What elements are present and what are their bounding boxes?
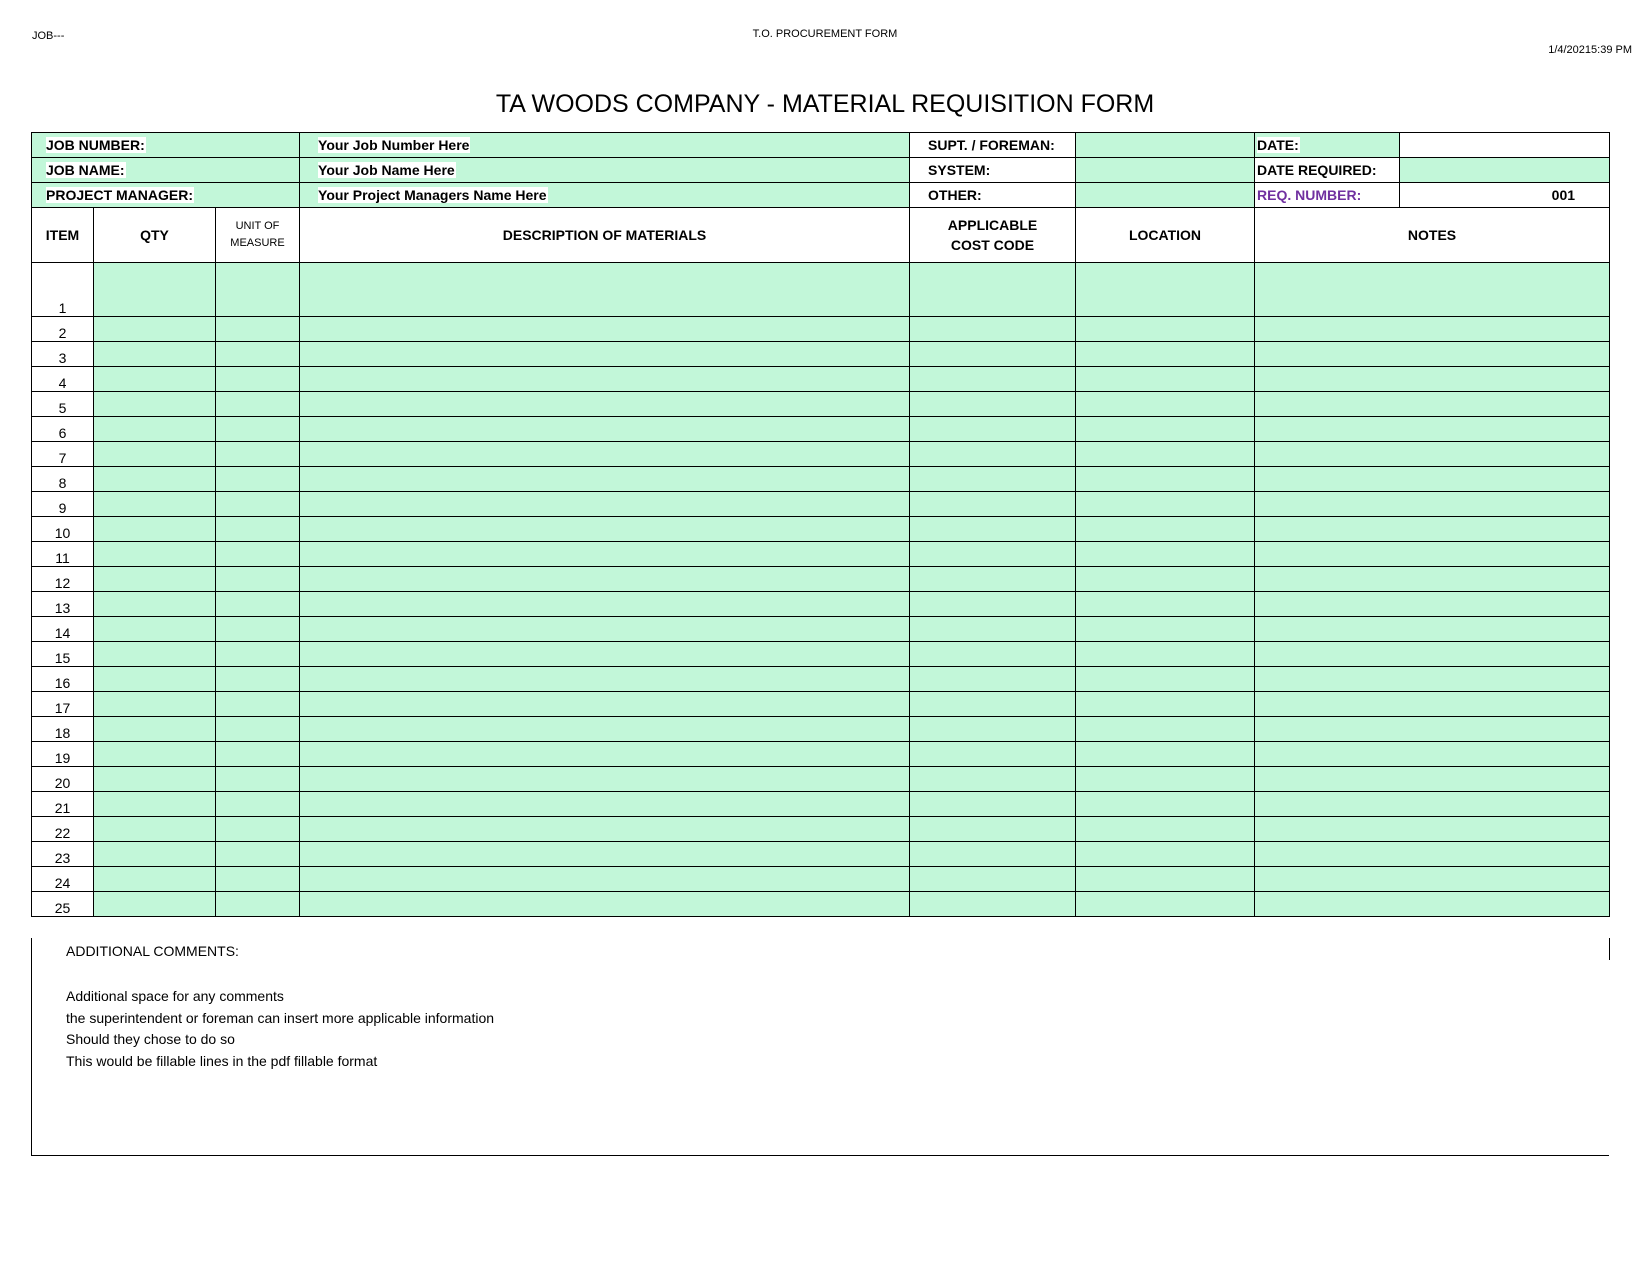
item-row: [32, 692, 1610, 717]
header-timestamp: 1/4/20215:39 PM: [1548, 44, 1632, 56]
uom-cell[interactable]: [216, 617, 300, 642]
description-cell[interactable]: [300, 542, 910, 567]
description-cell[interactable]: [300, 417, 910, 442]
cost-code-cell[interactable]: [910, 567, 1076, 592]
location-cell[interactable]: [1076, 617, 1255, 642]
item-row: [32, 417, 1610, 442]
location-cell[interactable]: [1076, 517, 1255, 542]
comment-line: Additional space for any comments: [66, 988, 284, 1004]
comment-line: Should they chose to do so: [66, 1031, 235, 1047]
col-cost-line2: COST CODE: [950, 237, 1035, 253]
location-cell[interactable]: [1076, 263, 1255, 317]
location-cell[interactable]: [1076, 342, 1255, 367]
item-row: [32, 867, 1610, 892]
cost-code-cell[interactable]: [910, 263, 1076, 317]
item-number: 20: [32, 767, 94, 792]
location-cell[interactable]: [1076, 542, 1255, 567]
location-cell[interactable]: [1076, 567, 1255, 592]
date-required-label: DATE REQUIRED:: [1255, 158, 1400, 183]
item-row: [32, 717, 1610, 742]
description-cell[interactable]: [300, 642, 910, 667]
item-number: 15: [32, 642, 94, 667]
notes-cell[interactable]: [1255, 742, 1610, 767]
description-cell[interactable]: [300, 517, 910, 542]
item-row: [32, 567, 1610, 592]
uom-cell[interactable]: [216, 317, 300, 342]
col-notes-header: NOTES: [1255, 208, 1610, 263]
item-number: 14: [32, 617, 94, 642]
req-number-field[interactable]: 001: [1400, 183, 1610, 208]
description-cell[interactable]: [300, 567, 910, 592]
info-row-job-number: [32, 133, 1610, 158]
qty-cell[interactable]: [94, 342, 216, 367]
item-number: 4: [32, 367, 94, 392]
qty-cell[interactable]: [94, 317, 216, 342]
item-row: [32, 817, 1610, 842]
location-cell[interactable]: [1076, 767, 1255, 792]
description-cell[interactable]: [300, 492, 910, 517]
item-number: 6: [32, 417, 94, 442]
job-name-label: JOB NAME:: [46, 162, 125, 178]
cost-code-cell[interactable]: [910, 417, 1076, 442]
uom-cell[interactable]: [216, 467, 300, 492]
uom-cell[interactable]: [216, 367, 300, 392]
description-cell[interactable]: [300, 742, 910, 767]
item-number: 2: [32, 317, 94, 342]
qty-cell[interactable]: [94, 817, 216, 842]
location-cell[interactable]: [1076, 317, 1255, 342]
notes-cell[interactable]: [1255, 817, 1610, 842]
cost-code-cell[interactable]: [910, 842, 1076, 867]
qty-cell[interactable]: [94, 442, 216, 467]
uom-cell[interactable]: [216, 767, 300, 792]
item-number: 22: [32, 817, 94, 842]
cost-code-cell[interactable]: [910, 342, 1076, 367]
item-number: 23: [32, 842, 94, 867]
uom-cell[interactable]: [216, 667, 300, 692]
notes-cell[interactable]: [1255, 442, 1610, 467]
item-row: [32, 263, 1610, 317]
uom-cell[interactable]: [216, 692, 300, 717]
comments-right-border: [1609, 938, 1610, 960]
notes-cell[interactable]: [1255, 542, 1610, 567]
qty-cell[interactable]: [94, 367, 216, 392]
notes-cell[interactable]: [1255, 642, 1610, 667]
col-location-header: LOCATION: [1076, 208, 1255, 263]
uom-cell[interactable]: [216, 392, 300, 417]
description-cell[interactable]: [300, 842, 910, 867]
notes-cell[interactable]: [1255, 392, 1610, 417]
notes-cell[interactable]: [1255, 792, 1610, 817]
description-cell[interactable]: [300, 367, 910, 392]
supt-foreman-field[interactable]: [1076, 133, 1255, 158]
item-row: [32, 517, 1610, 542]
col-uom-header: [216, 208, 300, 263]
other-label: OTHER:: [910, 183, 1076, 208]
qty-cell[interactable]: [94, 642, 216, 667]
item-row: [32, 317, 1610, 342]
cost-code-cell[interactable]: [910, 667, 1076, 692]
info-row-project-manager: [32, 183, 1610, 208]
location-cell[interactable]: [1076, 417, 1255, 442]
item-number: 9: [32, 492, 94, 517]
location-cell[interactable]: [1076, 892, 1255, 917]
description-cell[interactable]: [300, 592, 910, 617]
date-required-field[interactable]: [1400, 158, 1610, 183]
qty-cell[interactable]: [94, 492, 216, 517]
notes-cell[interactable]: [1255, 492, 1610, 517]
location-cell[interactable]: [1076, 467, 1255, 492]
qty-cell[interactable]: [94, 567, 216, 592]
description-cell[interactable]: [300, 392, 910, 417]
location-cell[interactable]: [1076, 817, 1255, 842]
uom-cell[interactable]: [216, 263, 300, 317]
qty-cell[interactable]: [94, 692, 216, 717]
item-number: 5: [32, 392, 94, 417]
qty-cell[interactable]: [94, 742, 216, 767]
notes-cell[interactable]: [1255, 717, 1610, 742]
item-row: [32, 467, 1610, 492]
info-row-job-name: [32, 158, 1610, 183]
location-cell[interactable]: [1076, 792, 1255, 817]
item-row: [32, 442, 1610, 467]
item-number: 17: [32, 692, 94, 717]
location-cell[interactable]: [1076, 442, 1255, 467]
description-cell[interactable]: [300, 667, 910, 692]
description-cell[interactable]: [300, 263, 910, 317]
location-cell[interactable]: [1076, 867, 1255, 892]
item-number: 11: [32, 542, 94, 567]
cost-code-cell[interactable]: [910, 792, 1076, 817]
job-number-label: JOB NUMBER:: [46, 137, 145, 153]
col-uom-line1: UNIT OF: [235, 220, 280, 232]
qty-cell[interactable]: [94, 667, 216, 692]
item-number: 21: [32, 792, 94, 817]
item-number: 8: [32, 467, 94, 492]
description-cell[interactable]: [300, 717, 910, 742]
cost-code-cell[interactable]: [910, 392, 1076, 417]
cost-code-cell[interactable]: [910, 542, 1076, 567]
project-manager-label: PROJECT MANAGER:: [46, 187, 194, 203]
location-cell[interactable]: [1076, 642, 1255, 667]
location-cell[interactable]: [1076, 717, 1255, 742]
location-cell[interactable]: [1076, 592, 1255, 617]
item-number: 24: [32, 867, 94, 892]
qty-cell[interactable]: [94, 467, 216, 492]
uom-cell[interactable]: [216, 592, 300, 617]
qty-cell[interactable]: [94, 792, 216, 817]
job-name-field[interactable]: Your Job Name Here: [318, 162, 455, 178]
notes-cell[interactable]: [1255, 367, 1610, 392]
notes-cell[interactable]: [1255, 842, 1610, 867]
cost-code-cell[interactable]: [910, 467, 1076, 492]
uom-cell[interactable]: [216, 342, 300, 367]
qty-cell[interactable]: [94, 842, 216, 867]
item-row: [32, 767, 1610, 792]
item-row: [32, 742, 1610, 767]
cost-code-cell[interactable]: [910, 717, 1076, 742]
column-header-row: [32, 208, 1610, 263]
uom-cell[interactable]: [216, 492, 300, 517]
uom-cell[interactable]: [216, 417, 300, 442]
requisition-table: [31, 132, 1610, 917]
description-cell[interactable]: [300, 442, 910, 467]
notes-cell[interactable]: [1255, 692, 1610, 717]
description-cell[interactable]: [300, 892, 910, 917]
cost-code-cell[interactable]: [910, 592, 1076, 617]
item-row: [32, 592, 1610, 617]
notes-cell[interactable]: [1255, 342, 1610, 367]
cost-code-cell[interactable]: [910, 517, 1076, 542]
notes-cell[interactable]: [1255, 417, 1610, 442]
uom-cell[interactable]: [216, 717, 300, 742]
header-form-name: T.O. PROCUREMENT FORM: [752, 28, 898, 40]
qty-cell[interactable]: [94, 617, 216, 642]
item-number: 18: [32, 717, 94, 742]
location-cell[interactable]: [1076, 667, 1255, 692]
comment-line: This would be fillable lines in the pdf fillable format: [66, 1052, 378, 1069]
comments-text: [66, 986, 494, 1072]
location-cell[interactable]: [1076, 392, 1255, 417]
uom-cell[interactable]: [216, 517, 300, 542]
description-cell[interactable]: [300, 317, 910, 342]
item-row: [32, 642, 1610, 667]
cost-code-cell[interactable]: [910, 767, 1076, 792]
qty-cell[interactable]: [94, 717, 216, 742]
notes-cell[interactable]: [1255, 317, 1610, 342]
description-cell[interactable]: [300, 617, 910, 642]
location-cell[interactable]: [1076, 492, 1255, 517]
cost-code-cell[interactable]: [910, 442, 1076, 467]
additional-comments-box[interactable]: [31, 938, 1609, 1156]
item-row: [32, 842, 1610, 867]
col-qty-header: QTY: [94, 208, 216, 263]
location-cell[interactable]: [1076, 367, 1255, 392]
comment-line: the superintendent or foreman can insert more applicable information: [66, 1009, 495, 1026]
col-cost-line1: APPLICABLE: [947, 217, 1038, 233]
cost-code-cell[interactable]: [910, 742, 1076, 767]
cost-code-cell[interactable]: [910, 367, 1076, 392]
uom-cell[interactable]: [216, 742, 300, 767]
supt-foreman-label: SUPT. / FOREMAN:: [910, 133, 1076, 158]
item-number: 3: [32, 342, 94, 367]
uom-cell[interactable]: [216, 892, 300, 917]
qty-cell[interactable]: [94, 392, 216, 417]
project-manager-field[interactable]: Your Project Managers Name Here: [318, 187, 547, 203]
item-number: 7: [32, 442, 94, 467]
notes-cell[interactable]: [1255, 617, 1610, 642]
qty-cell[interactable]: [94, 542, 216, 567]
description-cell[interactable]: [300, 817, 910, 842]
cost-code-cell[interactable]: [910, 892, 1076, 917]
item-row: [32, 342, 1610, 367]
uom-cell[interactable]: [216, 792, 300, 817]
cost-code-cell[interactable]: [910, 492, 1076, 517]
item-number: 25: [32, 892, 94, 917]
cost-code-cell[interactable]: [910, 642, 1076, 667]
cost-code-cell[interactable]: [910, 817, 1076, 842]
location-cell[interactable]: [1076, 742, 1255, 767]
uom-cell[interactable]: [216, 567, 300, 592]
req-number-label: REQ. NUMBER:: [1255, 183, 1400, 208]
description-cell[interactable]: [300, 767, 910, 792]
notes-cell[interactable]: [1255, 592, 1610, 617]
item-row: [32, 542, 1610, 567]
uom-cell[interactable]: [216, 542, 300, 567]
uom-cell[interactable]: [216, 442, 300, 467]
notes-cell[interactable]: [1255, 567, 1610, 592]
page-title: TA WOODS COMPANY - MATERIAL REQUISITION FORM: [495, 90, 1155, 118]
item-row: [32, 892, 1610, 917]
job-number-field[interactable]: Your Job Number Here: [318, 137, 470, 153]
item-row: [32, 667, 1610, 692]
notes-cell[interactable]: [1255, 263, 1610, 317]
item-row: [32, 617, 1610, 642]
location-cell[interactable]: [1076, 842, 1255, 867]
col-uom-line2: MEASURE: [230, 237, 285, 249]
cost-code-cell[interactable]: [910, 867, 1076, 892]
description-cell[interactable]: [300, 692, 910, 717]
qty-cell[interactable]: [94, 767, 216, 792]
item-row: [32, 392, 1610, 417]
qty-cell[interactable]: [94, 892, 216, 917]
system-label: SYSTEM:: [910, 158, 1076, 183]
description-cell[interactable]: [300, 792, 910, 817]
item-row: [32, 792, 1610, 817]
uom-cell[interactable]: [216, 817, 300, 842]
item-row: [32, 492, 1610, 517]
other-field[interactable]: [1076, 183, 1255, 208]
cost-code-cell[interactable]: [910, 692, 1076, 717]
date-label: DATE:: [1257, 137, 1299, 153]
header-job-code: JOB---: [32, 30, 65, 42]
item-number: 12: [32, 567, 94, 592]
cost-code-cell[interactable]: [910, 617, 1076, 642]
comments-label: ADDITIONAL COMMENTS:: [66, 943, 239, 959]
uom-cell[interactable]: [216, 842, 300, 867]
col-cost-code-header: [910, 208, 1076, 263]
qty-cell[interactable]: [94, 867, 216, 892]
col-description-header: DESCRIPTION OF MATERIALS: [300, 208, 910, 263]
notes-cell[interactable]: [1255, 467, 1610, 492]
item-row: [32, 367, 1610, 392]
date-field[interactable]: [1400, 133, 1610, 158]
col-item-header: ITEM: [32, 208, 94, 263]
notes-cell[interactable]: [1255, 767, 1610, 792]
system-field[interactable]: [1076, 158, 1255, 183]
cost-code-cell[interactable]: [910, 317, 1076, 342]
uom-cell[interactable]: [216, 642, 300, 667]
uom-cell[interactable]: [216, 867, 300, 892]
description-cell[interactable]: [300, 467, 910, 492]
item-number: 10: [32, 517, 94, 542]
notes-cell[interactable]: [1255, 867, 1610, 892]
location-cell[interactable]: [1076, 692, 1255, 717]
qty-cell[interactable]: [94, 263, 216, 317]
notes-cell[interactable]: [1255, 517, 1610, 542]
item-number: 1: [32, 263, 94, 317]
notes-cell[interactable]: [1255, 892, 1610, 917]
description-cell[interactable]: [300, 867, 910, 892]
description-cell[interactable]: [300, 342, 910, 367]
qty-cell[interactable]: [94, 517, 216, 542]
qty-cell[interactable]: [94, 592, 216, 617]
item-number: 16: [32, 667, 94, 692]
item-number: 19: [32, 742, 94, 767]
item-number: 13: [32, 592, 94, 617]
qty-cell[interactable]: [94, 417, 216, 442]
notes-cell[interactable]: [1255, 667, 1610, 692]
